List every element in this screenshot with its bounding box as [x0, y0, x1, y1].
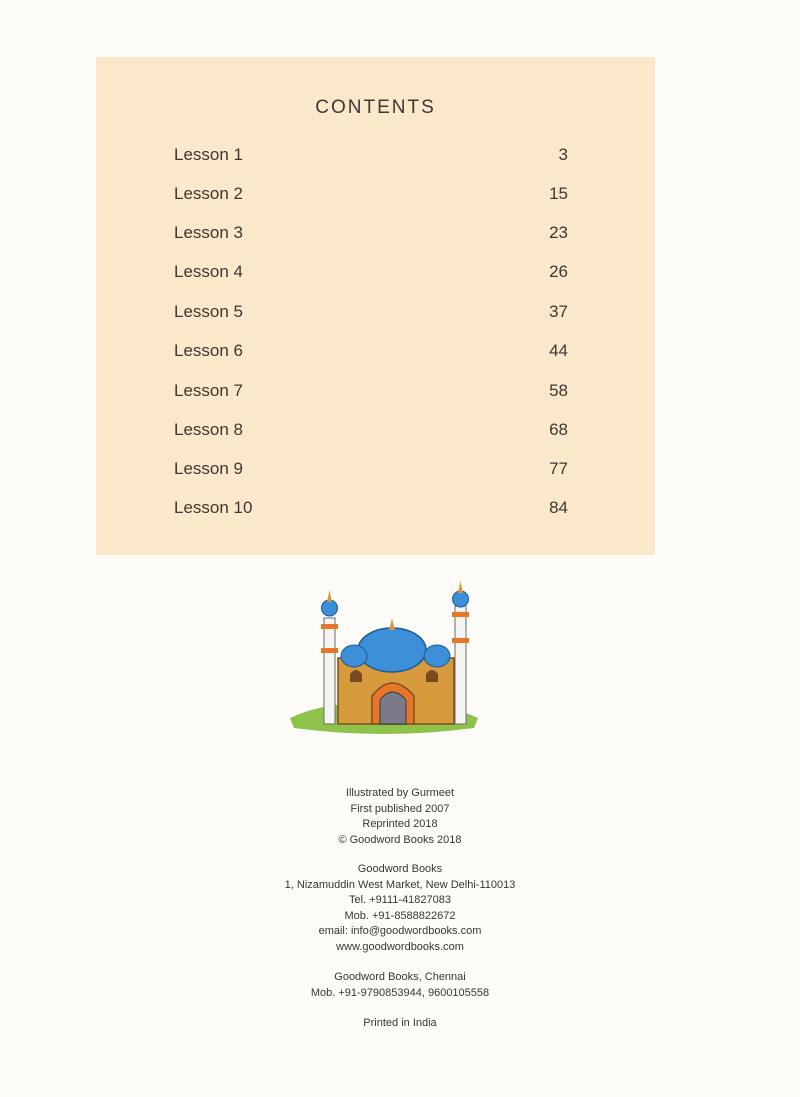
publisher-address: 1, Nizamuddin West Market, New Delhi-110013 [284, 878, 516, 891]
toc-row[interactable] [174, 262, 568, 286]
toc-label: Lesson 3 [174, 223, 243, 242]
mosque-illustration [288, 578, 480, 746]
contents-title: CONTENTS [315, 97, 436, 118]
toc-row[interactable] [174, 302, 568, 326]
credits-block [0, 786, 800, 848]
toc-label: Lesson 1 [174, 145, 243, 164]
toc-page-number: 3 [558, 145, 568, 164]
publisher-website[interactable]: www.goodwordbooks.com [336, 940, 464, 953]
contents-panel [96, 57, 655, 555]
toc-page-number: 68 [549, 420, 568, 439]
toc-page-number: 84 [549, 498, 568, 517]
publisher-tel: Tel. +9111-41827083 [348, 894, 452, 906]
toc-label: Lesson 5 [174, 302, 243, 321]
toc-label: Lesson 8 [174, 420, 243, 439]
right-minaret-dome [453, 591, 469, 607]
chennai-mobile: Mob. +91-9790853944, 9600105558 [310, 986, 490, 999]
first-published-line: First published 2007 [350, 802, 450, 815]
toc-row[interactable] [174, 498, 568, 522]
toc-page-number: 58 [549, 381, 568, 400]
left-minaret [324, 618, 335, 724]
toc-row[interactable] [174, 184, 568, 208]
toc-row[interactable] [174, 145, 568, 169]
right-minaret [455, 606, 466, 724]
toc-label: Lesson 9 [174, 459, 243, 478]
toc-row[interactable] [174, 341, 568, 365]
copyright-line: © Goodword Books 2018 [338, 833, 462, 846]
main-dome [358, 628, 426, 672]
chennai-name: Goodword Books, Chennai [334, 971, 466, 983]
reprinted-line: Reprinted 2018 [362, 818, 438, 830]
toc-page-number: 15 [549, 184, 568, 203]
right-small-dome [424, 645, 450, 667]
toc-row[interactable] [174, 223, 568, 247]
left-minaret-dome [322, 600, 338, 616]
toc-row[interactable] [174, 459, 568, 483]
printed-in: Printed in India [363, 1017, 437, 1029]
toc-label: Lesson 4 [174, 262, 243, 281]
publisher-block [0, 862, 800, 955]
left-small-dome [341, 645, 367, 667]
publisher-mobile: Mob. +91-8588822672 [344, 909, 456, 922]
chennai-block [0, 970, 800, 1001]
toc-label: Lesson 7 [174, 381, 243, 400]
illustrator-line: Illustrated by Gurmeet [345, 787, 455, 799]
toc-page-number: 37 [549, 302, 568, 321]
toc-label: Lesson 2 [174, 184, 243, 203]
toc-page-number: 77 [549, 459, 568, 478]
toc-page-number: 26 [549, 262, 568, 281]
toc-page-number: 44 [549, 341, 568, 360]
door [380, 692, 406, 724]
publisher-name: Goodword Books [357, 863, 443, 875]
publisher-email[interactable]: email: info@goodwordbooks.com [318, 925, 482, 937]
toc-label: Lesson 10 [174, 498, 253, 517]
toc-row[interactable] [174, 420, 568, 444]
toc-row[interactable] [174, 381, 568, 405]
toc-label: Lesson 6 [174, 341, 243, 360]
toc-page-number: 23 [549, 223, 568, 242]
